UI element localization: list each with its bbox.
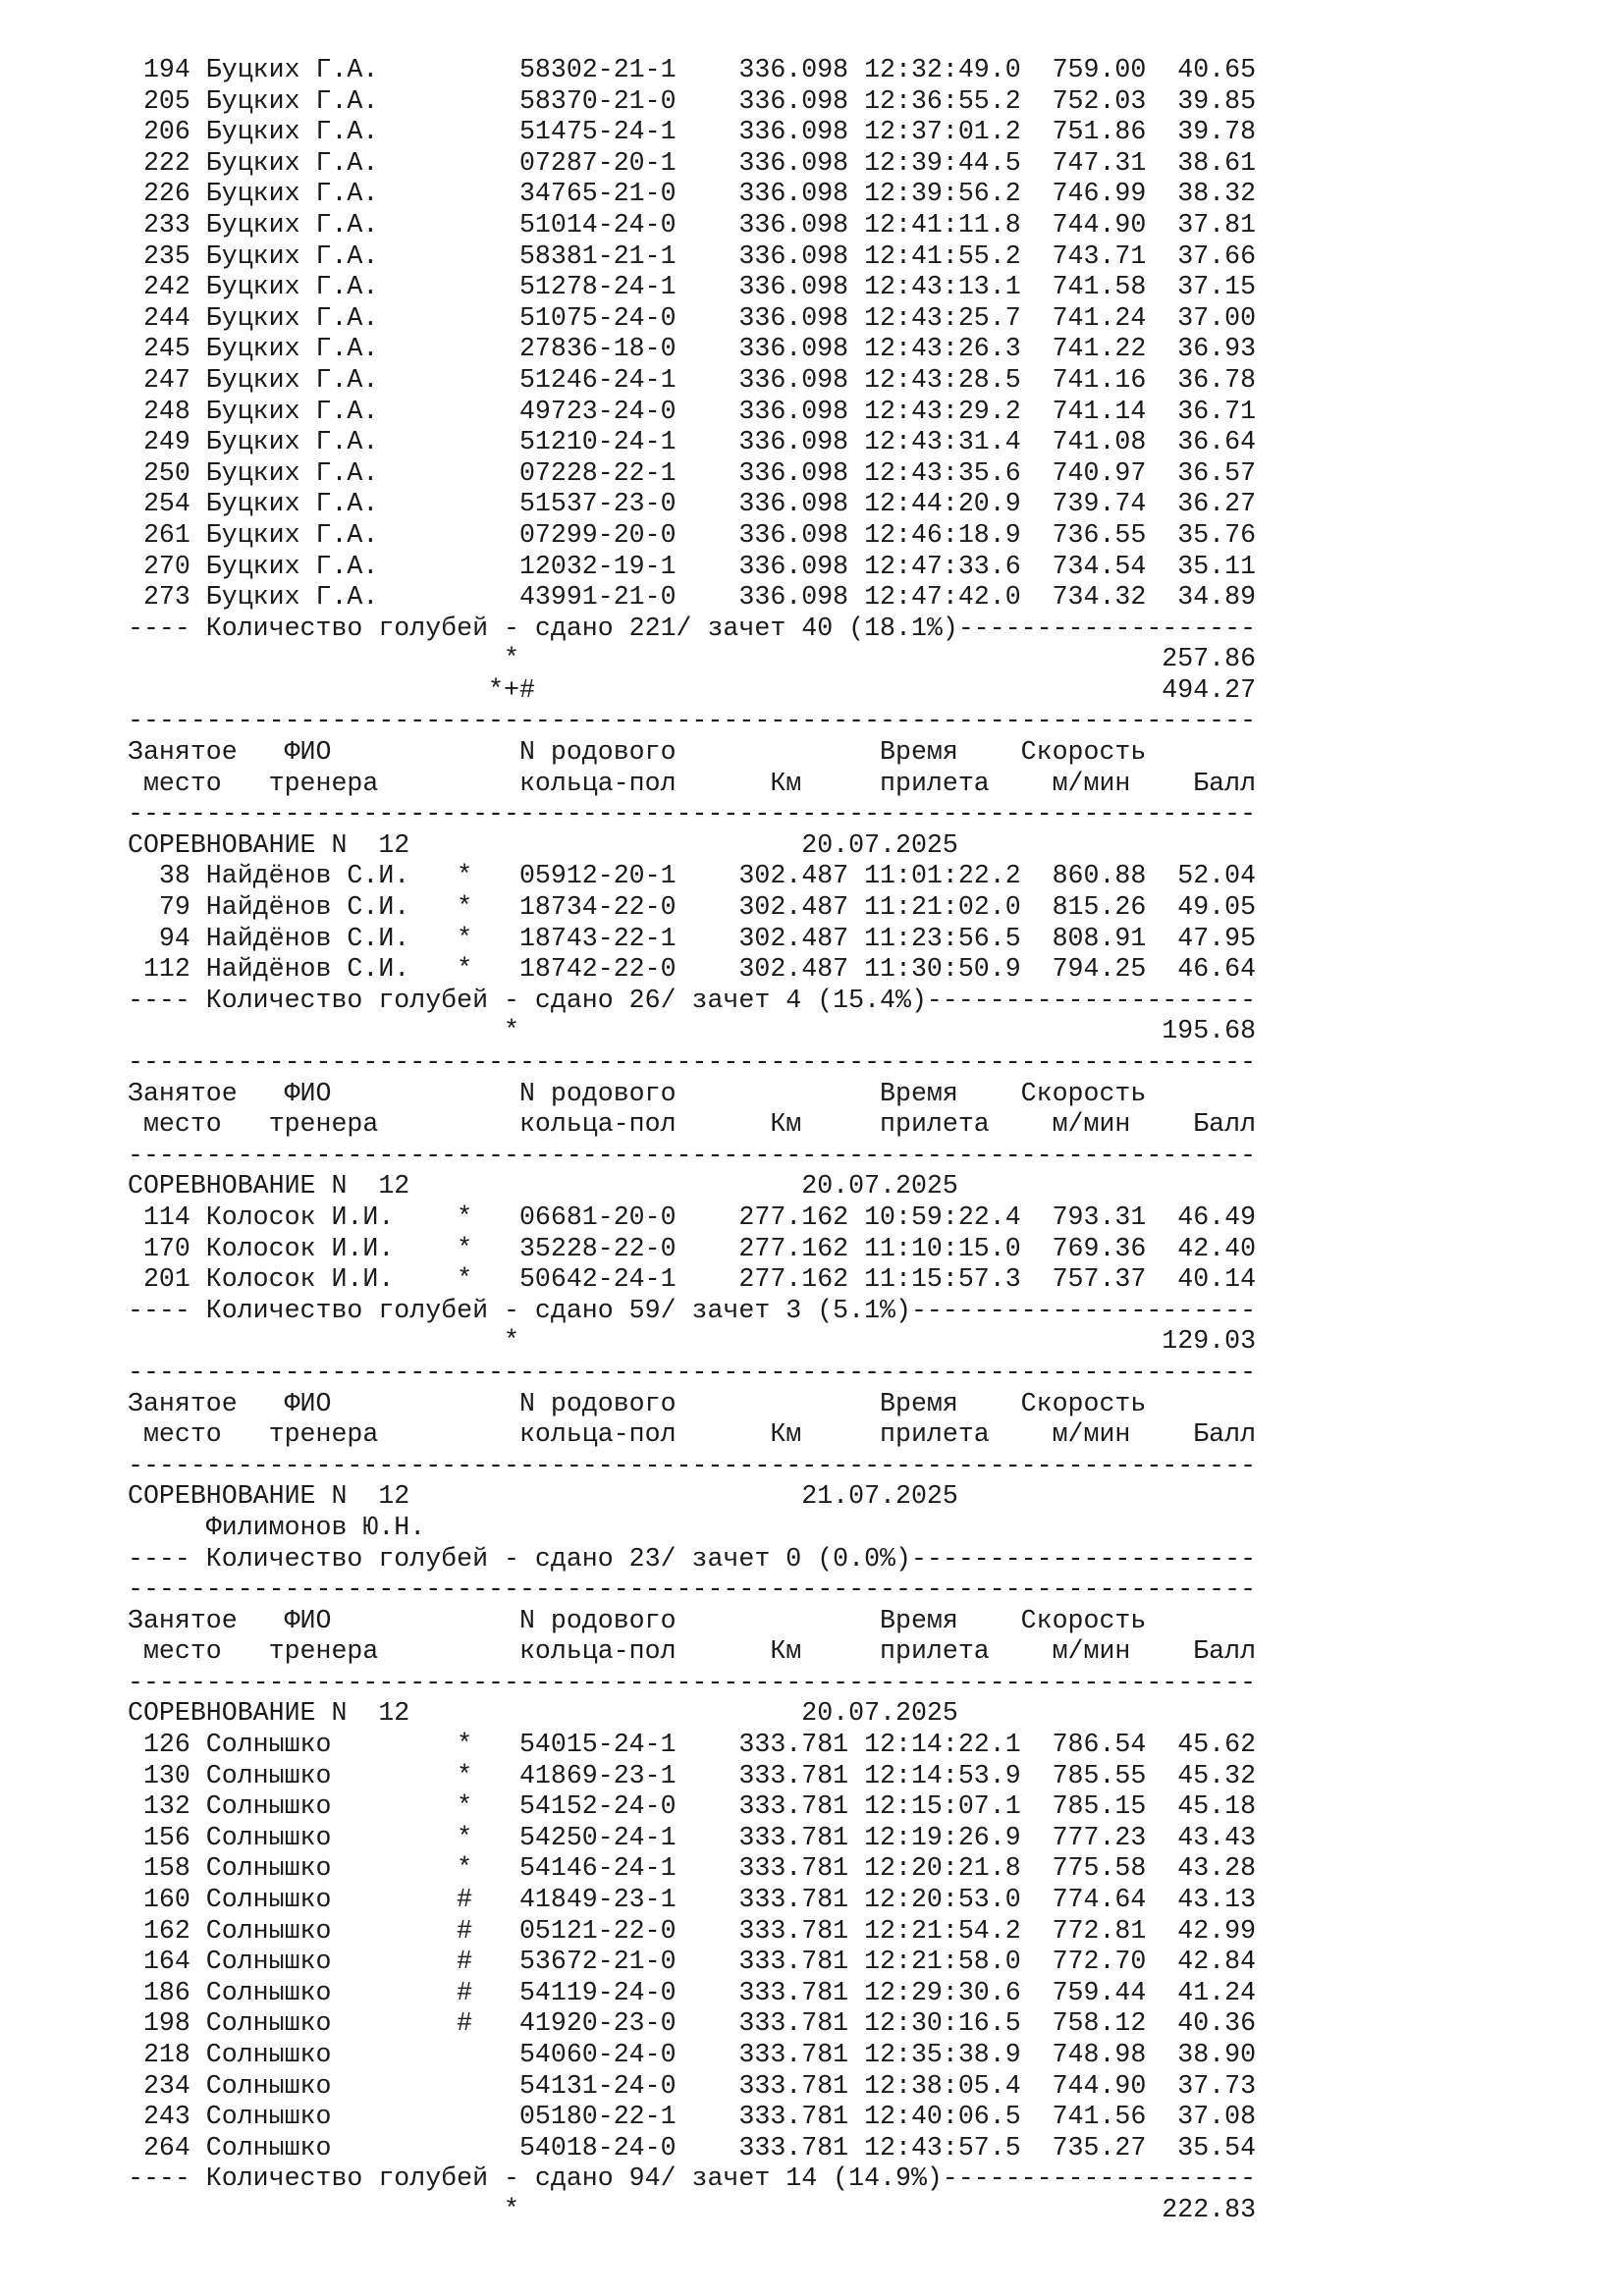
result-line: 245 Буцких Г.А. 27836-18-0 336.098 12:43:26.3 741.22 36.93 xyxy=(128,334,1257,364)
result-line: 205 Буцких Г.А. 58370-21-0 336.098 12:36:55.2 752.03 39.85 xyxy=(128,85,1257,116)
result-line: 247 Буцких Г.А. 51246-24-1 336.098 12:43:28.5 741.16 36.78 xyxy=(128,364,1257,395)
separator-line: ------------------------------------------------------------------------ xyxy=(128,1575,1257,1605)
separator-line: ------------------------------------------------------------------------ xyxy=(128,706,1257,736)
result-line: 254 Буцких Г.А. 51537-23-0 336.098 12:44:20.9 739.74 36.27 xyxy=(128,489,1257,519)
table-column-header: Занятое ФИО N родового Время Скорость xyxy=(128,1078,1147,1108)
result-line: 198 Солнышко # 41920-23-0 333.781 12:30:16.5 758.12 40.36 xyxy=(128,2008,1257,2039)
result-line: 164 Солнышко # 53672-21-0 333.781 12:21:58.0 772.70 42.84 xyxy=(128,1947,1257,1977)
result-line: 79 Найдёнов С.И. * 18734-22-0 302.487 11:21:02.0 815.26 49.05 xyxy=(128,892,1257,923)
result-line: 222 Буцких Г.А. 07287-20-1 336.098 12:39:44.5 747.31 38.61 xyxy=(128,147,1257,178)
result-line: 158 Солнышко * 54146-24-1 333.781 12:20:21.8 775.58 43.28 xyxy=(128,1853,1257,1884)
total-line: * 195.68 xyxy=(128,1016,1257,1046)
separator-line: ------------------------------------------------------------------------ xyxy=(128,1140,1257,1170)
total-line: *+# 494.27 xyxy=(128,674,1257,705)
result-line: 218 Солнышко 54060-24-0 333.781 12:35:38.9 748.98 38.90 xyxy=(128,2040,1257,2069)
competition-header: СОРЕВНОВАНИЕ N 12 20.07.2025 xyxy=(128,1171,958,1201)
result-line: 186 Солнышко # 54119-24-0 333.781 12:29:30.6 759.44 41.24 xyxy=(128,1977,1257,2007)
table-column-header: место тренера кольца-пол Км прилета м/мин Балл xyxy=(128,1419,1257,1450)
result-line: 250 Буцких Г.А. 07228-22-1 336.098 12:43:35.6 740.97 36.57 xyxy=(128,457,1257,488)
summary-line: ---- Количество голубей - сдано 221/ зачет 40 (18.1%)------------------- xyxy=(128,613,1257,643)
summary-line: ---- Количество голубей - сдано 26/ зачет 4 (15.4%)--------------------- xyxy=(128,985,1257,1015)
result-line: 242 Буцких Г.А. 51278-24-1 336.098 12:43:13.1 741.58 37.15 xyxy=(128,272,1257,302)
total-line: * 129.03 xyxy=(128,1326,1257,1357)
result-line: 156 Солнышко * 54250-24-1 333.781 12:19:26.9 777.23 43.43 xyxy=(128,1822,1257,1852)
table-column-header: Занятое ФИО N родового Время Скорость xyxy=(128,1605,1147,1635)
summary-line: ---- Количество голубей - сдано 59/ зачет 3 (5.1%)---------------------- xyxy=(128,1295,1257,1325)
result-line: 248 Буцких Г.А. 49723-24-0 336.098 12:43:29.2 741.14 36.71 xyxy=(128,396,1257,426)
table-column-header: место тренера кольца-пол Км прилета м/мин Балл xyxy=(128,1636,1257,1667)
table-column-header: Занятое ФИО N родового Время Скорость xyxy=(128,1388,1147,1418)
total-line: * 222.83 xyxy=(128,2194,1257,2224)
result-line: 160 Солнышко # 41849-23-1 333.781 12:20:53.0 774.64 43.13 xyxy=(128,1885,1257,1915)
result-line: 170 Колосок И.И. * 35228-22-0 277.162 11:10:15.0 769.36 42.40 xyxy=(128,1233,1257,1263)
table-column-header: место тренера кольца-пол Км прилета м/мин Балл xyxy=(128,1109,1257,1140)
table-column-header: место тренера кольца-пол Км прилета м/мин Балл xyxy=(128,768,1257,798)
separator-line: ------------------------------------------------------------------------ xyxy=(128,1450,1257,1480)
result-line: 235 Буцких Г.А. 58381-21-1 336.098 12:41:55.2 743.71 37.66 xyxy=(128,240,1257,271)
result-line: 243 Солнышко 05180-22-1 333.781 12:40:06.5 741.56 37.08 xyxy=(128,2102,1257,2132)
summary-line: ---- Количество голубей - сдано 23/ зачет 0 (0.0%)---------------------- xyxy=(128,1543,1257,1574)
result-line: 194 Буцких Г.А. 58302-21-1 336.098 12:32:49.0 759.00 40.65 xyxy=(128,55,1257,84)
summary-line: ---- Количество голубей - сдано 94/ зачет 14 (14.9%)-------------------- xyxy=(128,2163,1257,2194)
separator-line: ------------------------------------------------------------------------ xyxy=(128,799,1257,829)
result-line: 249 Буцких Г.А. 51210-24-1 336.098 12:43:31.4 741.08 36.64 xyxy=(128,427,1257,457)
results-document xyxy=(128,55,1502,2226)
name-line: Филимонов Ю.Н. xyxy=(128,1512,426,1542)
competition-header: СОРЕВНОВАНИЕ N 12 20.07.2025 xyxy=(128,829,958,860)
result-line: 270 Буцких Г.А. 12032-19-1 336.098 12:47:33.6 734.54 35.11 xyxy=(128,551,1257,581)
result-line: 114 Колосок И.И. * 06681-20-0 277.162 10:59:22.4 793.31 46.49 xyxy=(128,1201,1257,1232)
result-line: 226 Буцких Г.А. 34765-21-0 336.098 12:39:56.2 746.99 38.32 xyxy=(128,179,1257,209)
separator-line: ------------------------------------------------------------------------ xyxy=(128,1667,1257,1697)
result-line: 261 Буцких Г.А. 07299-20-0 336.098 12:46:18.9 736.55 35.76 xyxy=(128,519,1257,550)
result-line: 132 Солнышко * 54152-24-0 333.781 12:15:07.1 785.15 45.18 xyxy=(128,1791,1257,1822)
result-line: 234 Солнышко 54131-24-0 333.781 12:38:05.4 744.90 37.73 xyxy=(128,2070,1257,2101)
result-line: 206 Буцких Г.А. 51475-24-1 336.098 12:37:01.2 751.86 39.78 xyxy=(128,117,1257,147)
result-line: 130 Солнышко * 41869-23-1 333.781 12:14:53.9 785.55 45.32 xyxy=(128,1760,1257,1790)
result-line: 162 Солнышко # 05121-22-0 333.781 12:21:54.2 772.81 42.99 xyxy=(128,1915,1257,1946)
result-line: 112 Найдёнов С.И. * 18742-22-0 302.487 11:30:50.9 794.25 46.64 xyxy=(128,954,1257,985)
table-column-header: Занятое ФИО N родового Время Скорость xyxy=(128,737,1147,768)
competition-header: СОРЕВНОВАНИЕ N 12 20.07.2025 xyxy=(128,1698,958,1729)
result-line: 264 Солнышко 54018-24-0 333.781 12:43:57.5 735.27 35.54 xyxy=(128,2132,1257,2163)
result-line: 244 Буцких Г.А. 51075-24-0 336.098 12:43:25.7 741.24 37.00 xyxy=(128,302,1257,333)
result-line: 126 Солнышко * 54015-24-1 333.781 12:14:22.1 786.54 45.62 xyxy=(128,1730,1257,1760)
result-line: 233 Буцких Г.А. 51014-24-0 336.098 12:41:11.8 744.90 37.81 xyxy=(128,209,1257,240)
total-line: * 257.86 xyxy=(128,644,1257,674)
separator-line: ------------------------------------------------------------------------ xyxy=(128,1357,1257,1387)
result-line: 201 Колосок И.И. * 50642-24-1 277.162 11:15:57.3 757.37 40.14 xyxy=(128,1264,1257,1295)
result-line: 273 Буцких Г.А. 43991-21-0 336.098 12:47:42.0 734.32 34.89 xyxy=(128,582,1257,613)
separator-line: ------------------------------------------------------------------------ xyxy=(128,1047,1257,1077)
competition-header: СОРЕВНОВАНИЕ N 12 21.07.2025 xyxy=(128,1481,958,1512)
result-line: 38 Найдёнов С.И. * 05912-20-1 302.487 11:01:22.2 860.88 52.04 xyxy=(128,861,1257,891)
result-line: 94 Найдёнов С.И. * 18743-22-1 302.487 11:23:56.5 808.91 47.95 xyxy=(128,923,1257,953)
